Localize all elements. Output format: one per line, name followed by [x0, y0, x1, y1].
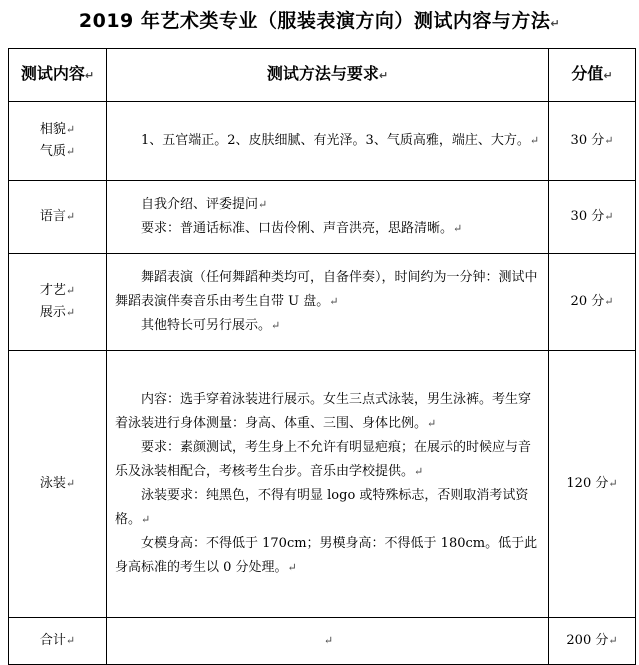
row-method-cell [107, 181, 549, 254]
row-item-cell [9, 254, 107, 351]
method-paragraph: 自我介绍、评委提问↵ [141, 197, 268, 212]
method-paragraph: 要求：普通话标准、口齿伶俐、声音洪亮，思路清晰。↵ [141, 221, 463, 236]
row-method-cell [107, 351, 549, 618]
method-paragraph: 要求：素颜测试，考生身上不允许有明显疤痕；在展示的时候应与音乐及泳装相配合，考核考生台步。音乐由学校提供。↵ [115, 440, 532, 479]
item-label: 语言↵ [39, 209, 76, 224]
row-method-cell: ↵ [107, 618, 549, 665]
item-label: 才艺↵ [39, 283, 76, 298]
return-mark-icon: ↵ [84, 69, 95, 82]
method-paragraph: 女模身高：不得低于 170cm；男模身高：不得低于 180cm。低于此身高标准的考生以 0 分处理。↵ [115, 536, 538, 575]
table-row [9, 351, 636, 618]
method-paragraph: 其他特长可另行展示。↵ [141, 318, 281, 333]
row-score-cell: 30 分↵ [549, 181, 636, 254]
test-content-table [8, 48, 636, 665]
row-method-cell [107, 254, 549, 351]
item-label: 展示↵ [39, 305, 76, 320]
page-title: 2019 年艺术类专业（服装表演方向）测试内容与方法↵ [78, 10, 561, 32]
return-mark-icon: ↵ [550, 17, 561, 30]
table-row-total [9, 618, 636, 665]
table-row [9, 181, 636, 254]
row-item-cell [9, 181, 107, 254]
row-score-cell: 120 分↵ [549, 351, 636, 618]
header-score: 分值↵ [549, 49, 636, 102]
item-label: 气质↵ [39, 144, 76, 159]
return-mark-icon: ↵ [603, 69, 613, 82]
table-header-row [9, 49, 636, 102]
method-paragraph: 泳装要求：纯黑色，不得有明显 logo 或特殊标志，否则取消考试资格。↵ [115, 488, 529, 527]
item-label: 合计↵ [39, 633, 76, 648]
row-item-cell [9, 618, 107, 665]
return-mark-icon: ↵ [378, 69, 389, 82]
header-test-content: 测试内容↵ [9, 49, 107, 102]
row-item-cell [9, 351, 107, 618]
table-row [9, 254, 636, 351]
method-paragraph: 1、五官端正。2、皮肤细腻、有光泽。3、气质高雅，端庄、大方。↵ [141, 133, 540, 148]
method-paragraph: 舞蹈表演（任何舞蹈种类均可，自备伴奏），时间约为一分钟：测试中舞蹈表演伴奏音乐由考生自带 U 盘。↵ [115, 270, 538, 309]
table-row [9, 102, 636, 181]
method-paragraph: 内容：选手穿着泳装进行展示。女生三点式泳装，男生泳裤。考生穿着泳装进行身体测量：身高、体重、三围、身体比例。↵ [115, 392, 532, 431]
header-test-method: 测试方法与要求↵ [107, 49, 549, 102]
row-item-cell [9, 102, 107, 181]
row-score-cell: 30 分↵ [549, 102, 636, 181]
item-label: 相貌↵ [39, 122, 76, 137]
row-score-cell: 20 分↵ [549, 254, 636, 351]
row-score-cell: 200 分↵ [549, 618, 636, 665]
row-method-cell [107, 102, 549, 181]
item-label: 泳装↵ [39, 476, 76, 491]
